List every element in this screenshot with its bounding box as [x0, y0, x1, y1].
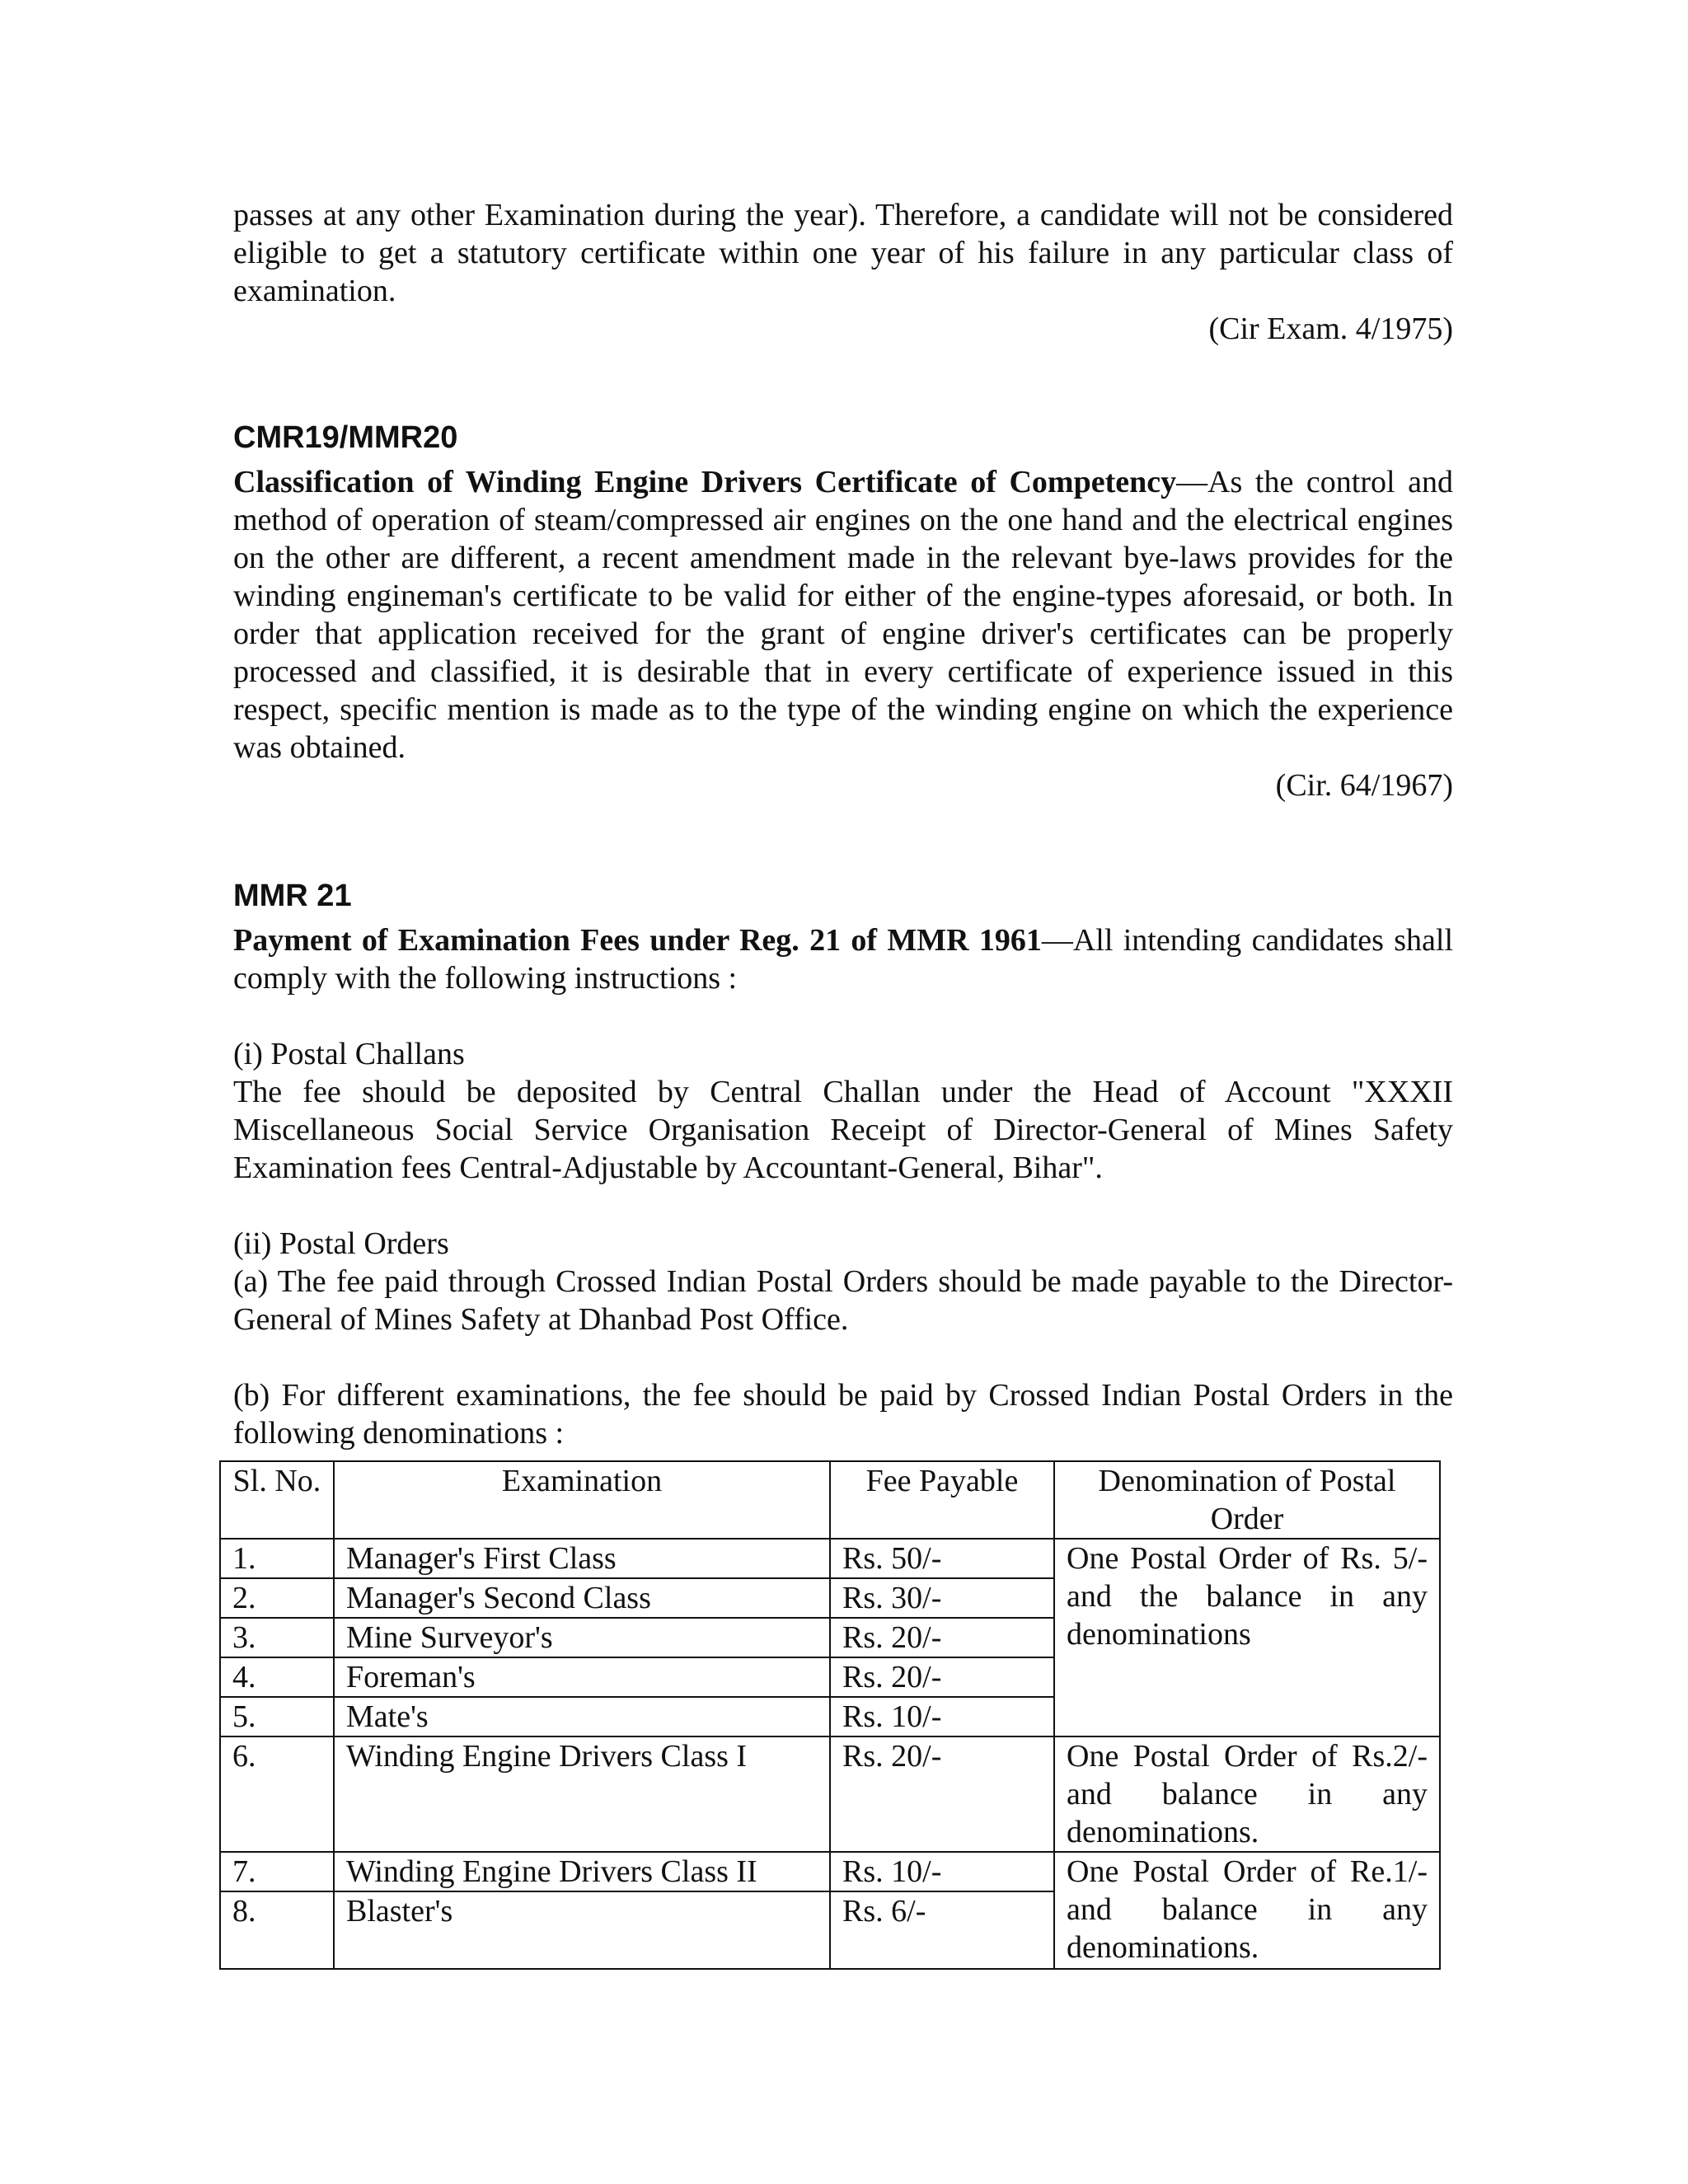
- header-fee: Fee Payable: [830, 1461, 1054, 1539]
- cell-sl: 8.: [220, 1891, 334, 1969]
- cell-sl: 2.: [220, 1578, 334, 1618]
- cell-fee: Rs. 20/-: [830, 1618, 1054, 1657]
- cell-exam: Manager's Second Class: [334, 1578, 830, 1618]
- cell-sl: 1.: [220, 1539, 334, 1578]
- intro-paragraph: passes at any other Examination during the year). Therefore, a candidate will not be considered eligible to get a statutory certificate within one year of his failure in any particular class of examination.: [233, 198, 1453, 308]
- section-paragraph: [233, 921, 1453, 997]
- cell-sl: 4.: [220, 1657, 334, 1697]
- header-sl: Sl. No.: [220, 1461, 334, 1539]
- cell-denom: One Postal Order of Rs. 5/-and the balance in any denominations: [1054, 1539, 1440, 1736]
- section-lead: Payment of Examination Fees under Reg. 21 of MMR 1961: [233, 923, 1042, 958]
- table-row: [220, 1539, 1440, 1578]
- section-cmr19: [233, 419, 1453, 804]
- cell-fee: Rs. 50/-: [830, 1539, 1054, 1578]
- cell-exam: Manager's First Class: [334, 1539, 830, 1578]
- header-denom: Denomination of Postal Order: [1054, 1461, 1440, 1539]
- challan-title: (i) Postal Challans: [233, 1037, 465, 1071]
- cell-fee: Rs. 20/-: [830, 1657, 1054, 1697]
- intro-citation: (Cir Exam. 4/1975): [1208, 312, 1453, 346]
- section-paragraph: [233, 463, 1453, 766]
- section-body: —As the control and method of operation of steam/compressed air engines on the one hand and the electrical engines on the other are different, a recent amendment made in the relevant bye-laws provides for the winding engineman's certificate to be valid for either of the engine-types aforesaid, or both. In order that application received for the grant of engine driver's certificates can be properly processed and classified, it is desirable that in every certificate of experience issued in this respect, specific mention is made as to the type of the winding engine on which the experience was obtained.: [233, 465, 1454, 765]
- cell-exam: Winding Engine Drivers Class I: [334, 1736, 830, 1852]
- cell-denom: One Postal Order of Rs.2/- and balance in any denominations.: [1054, 1736, 1440, 1852]
- intro-block: [233, 196, 1453, 348]
- cell-sl: 6.: [220, 1736, 334, 1852]
- cell-sl: 7.: [220, 1852, 334, 1891]
- table-row: [220, 1736, 1440, 1852]
- section-heading: MMR 21: [233, 879, 352, 913]
- cell-exam: Foreman's: [334, 1657, 830, 1697]
- cell-exam: Mine Surveyor's: [334, 1618, 830, 1657]
- cell-sl: 5.: [220, 1697, 334, 1736]
- orders-title: (ii) Postal Orders: [233, 1226, 449, 1261]
- section-lead: Classification of Winding Engine Drivers Certificate of Competency: [233, 465, 1177, 499]
- orders-a-text: (a) The fee paid through Crossed Indian Postal Orders should be made payable to the Director-General of Mines Safety at Dhanbad Post Office.: [233, 1264, 1453, 1337]
- section-body: —All intending candidates shall comply with the following instructions :: [233, 923, 1454, 996]
- cell-fee: Rs. 6/-: [830, 1891, 1054, 1969]
- cell-fee: Rs. 10/-: [830, 1852, 1054, 1891]
- table-header-row: [220, 1461, 1440, 1539]
- fee-table: [219, 1460, 1441, 1970]
- cell-denom: One Postal Order of Re.1/- and balance in any denominations.: [1054, 1852, 1440, 1969]
- challan-text: The fee should be deposited by Central Challan under the Head of Account "XXXII Miscellaneous Social Service Organisation Receipt of Director-General of Mines Safety Examination fees Central-Adjustable by Accountant-General, Bihar".: [233, 1075, 1453, 1185]
- cell-exam: Mate's: [334, 1697, 830, 1736]
- cell-sl: 3.: [220, 1618, 334, 1657]
- cell-fee: Rs. 30/-: [830, 1578, 1054, 1618]
- section-mmr21: [233, 877, 1453, 1452]
- cell-exam: Winding Engine Drivers Class II: [334, 1852, 830, 1891]
- cell-fee: Rs. 10/-: [830, 1697, 1054, 1736]
- header-exam: Examination: [334, 1461, 830, 1539]
- cell-fee: Rs. 20/-: [830, 1736, 1054, 1852]
- orders-b-text: (b) For different examinations, the fee should be paid by Crossed Indian Postal Orders in the following denominations :: [233, 1378, 1453, 1451]
- section-citation: (Cir. 64/1967): [1275, 768, 1453, 803]
- section-heading: CMR19/MMR20: [233, 420, 458, 455]
- cell-exam: Blaster's: [334, 1891, 830, 1969]
- table-row: [220, 1852, 1440, 1891]
